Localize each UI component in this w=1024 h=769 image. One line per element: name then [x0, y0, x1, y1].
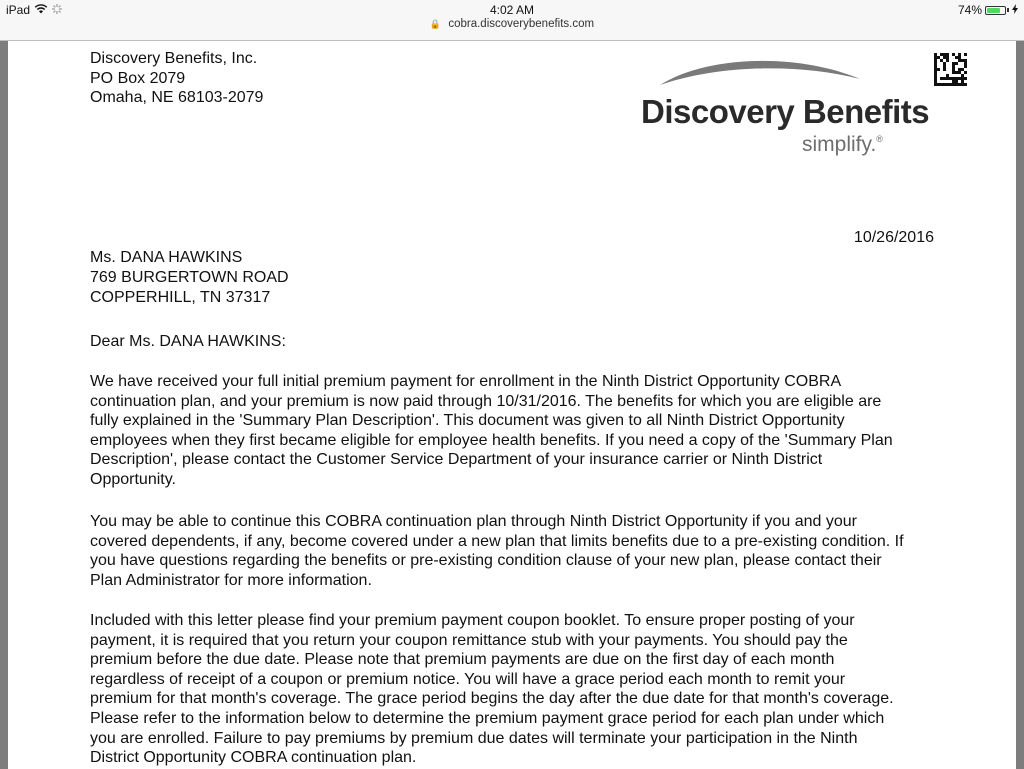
status-right — [958, 3, 1018, 17]
charging-bolt-icon — [1012, 3, 1018, 17]
paragraph-line: District Opportunity COBRA continuation plan. — [90, 749, 417, 767]
paragraph-premium-received — [90, 372, 940, 490]
paragraph-line: You may be able to continue this COBRA continuation plan through Ninth District Opportunity if you and your — [90, 513, 857, 530]
paragraph-coupon-booklet — [90, 611, 940, 768]
discovery-benefits-logo — [638, 55, 938, 165]
status-bar — [0, 0, 1024, 20]
paragraph-line: regardless of receipt of a coupon or premium notice. You will have a grace period each month to remit your — [90, 670, 846, 688]
paragraph-line: Description', please contact the Customer Service Department of your insurance carrier or Ninth District — [90, 451, 823, 469]
recipient-address-line-2: COPPERHILL, TN 37317 — [90, 289, 271, 306]
paragraph-line: We have received your full initial premium payment for enrollment in the Ninth District Opportunity COBRA — [90, 373, 842, 390]
battery-percent: 74% — [957, 3, 982, 17]
document-viewport[interactable] — [0, 40, 1024, 769]
battery-fill — [987, 8, 1000, 13]
sender-address-line-2: Omaha, NE 68103-2079 — [90, 89, 264, 106]
recipient-address-line-1: 769 BURGERTOWN ROAD — [90, 269, 289, 286]
paragraph-line: Opportunity. — [90, 470, 176, 488]
paragraph-line: payment, it is required that you return your coupon remittance stub with your payments. You should pay the — [90, 631, 848, 649]
url-text[interactable]: cobra.discoverybenefits.com — [448, 18, 595, 30]
paragraph-line: Please refer to the information below to determine the premium payment grace period for each plan under which — [90, 709, 885, 727]
paragraph-line: you have questions regarding the benefits or pre-existing condition clause of your new plan, please contact their — [90, 552, 882, 570]
paragraph-line: Included with this letter please find your premium payment coupon booklet. To ensure proper posting of your — [90, 612, 855, 629]
qr-code-icon — [934, 53, 967, 86]
sender-name: Discovery Benefits, Inc. — [90, 50, 258, 67]
letter-date: 10/26/2016 — [853, 229, 934, 246]
paragraph-line: Plan Administrator for more information. — [90, 571, 372, 589]
clock: 4:02 AM — [489, 3, 535, 17]
recipient-name: Ms. DANA HAWKINS — [90, 249, 243, 266]
paragraph-continuation — [90, 512, 940, 590]
paragraph-line: you are enrolled. Failure to pay premiums by premium due dates will terminate your participation in the Ninth — [90, 729, 858, 747]
url-bar[interactable] — [0, 18, 1024, 40]
recipient-address — [90, 248, 289, 308]
sender-address-line-1: PO Box 2079 — [90, 69, 186, 87]
logo-tagline-text: simplify. — [802, 133, 877, 156]
registered-mark: ® — [876, 134, 883, 144]
logo-arc-icon — [638, 55, 868, 95]
lock-icon: 🔒 — [429, 19, 442, 29]
paragraph-line: continuation plan, and your premium is now paid through 10/31/2016. The benefits for which you are eligible are — [90, 392, 882, 410]
battery-icon — [985, 6, 1006, 15]
sender-address — [90, 49, 263, 108]
logo-tagline — [802, 133, 883, 157]
battery-tip — [1007, 8, 1009, 12]
letter-page — [8, 41, 1016, 769]
paragraph-line: premium for that month's coverage. The grace period begins the day after the due date for that month's coverage. — [90, 690, 894, 708]
logo-name: Discovery Benefits — [641, 93, 930, 130]
paragraph-line: premium before the due date. Please note that premium payments are due on the first day of each month — [90, 651, 835, 669]
paragraph-line: fully explained in the 'Summary Plan Description'. This document was given to all Ninth District Opportunity — [90, 412, 845, 430]
device-label: iPad — [6, 3, 31, 17]
paragraph-line: covered dependents, if any, become covered under a new plan that limits benefits due to a pre-existing condition. If — [90, 532, 904, 550]
paragraph-line: employees when they first became eligible for employee health benefits. If you need a copy of the 'Summary Plan — [90, 431, 893, 449]
salutation: Dear Ms. DANA HAWKINS: — [90, 333, 286, 350]
